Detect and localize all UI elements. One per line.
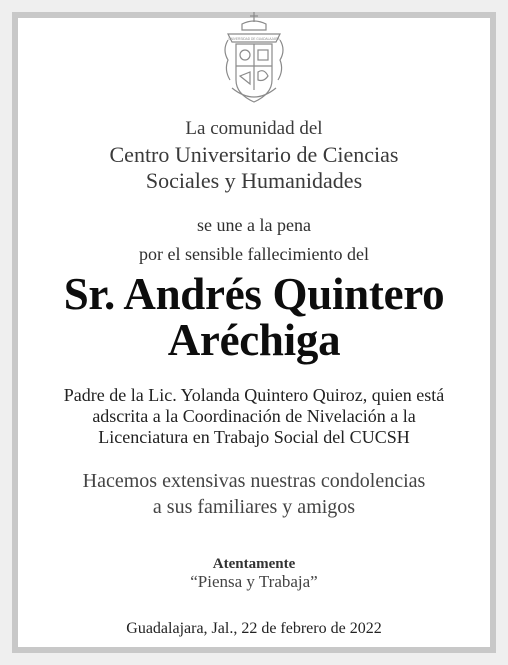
condolence-intro-line-2: por el sensible fallecimiento del — [139, 244, 369, 264]
description-line-2: adscrita a la Coordinación de Nivelación a la — [92, 406, 416, 426]
condolences-line-1: Hacemos extensivas nuestras condolencias — [82, 470, 426, 492]
udg-seal-icon — [220, 10, 288, 106]
seal-banner-text: UNIVERSIDAD DE GUADALAJARA — [228, 37, 280, 41]
motto-text: “Piensa y Trabaja” — [190, 572, 318, 591]
intro-line-3: Sociales y Humanidades — [145, 168, 363, 193]
place-date-text: Guadalajara, Jal., 22 de febrero de 2022 — [126, 620, 382, 637]
condolences-line-2: a sus familiares y amigos — [152, 496, 356, 518]
deceased-name-line-1: Sr. Andrés Quintero — [63, 269, 445, 319]
intro-line-1: La comunidad del — [185, 118, 323, 139]
closing-text: Atentamente — [212, 556, 296, 572]
intro-line-2: Centro Universitario de Ciencias — [109, 142, 399, 167]
description-line-1: Padre de la Lic. Yolanda Quintero Quiroz, quien está — [63, 385, 445, 405]
deceased-name-line-2: Aréchiga — [167, 315, 341, 365]
description-line-3: Licenciatura en Trabajo Social del CUCSH — [98, 427, 410, 447]
condolence-intro-line-1: se une a la pena — [197, 215, 311, 235]
